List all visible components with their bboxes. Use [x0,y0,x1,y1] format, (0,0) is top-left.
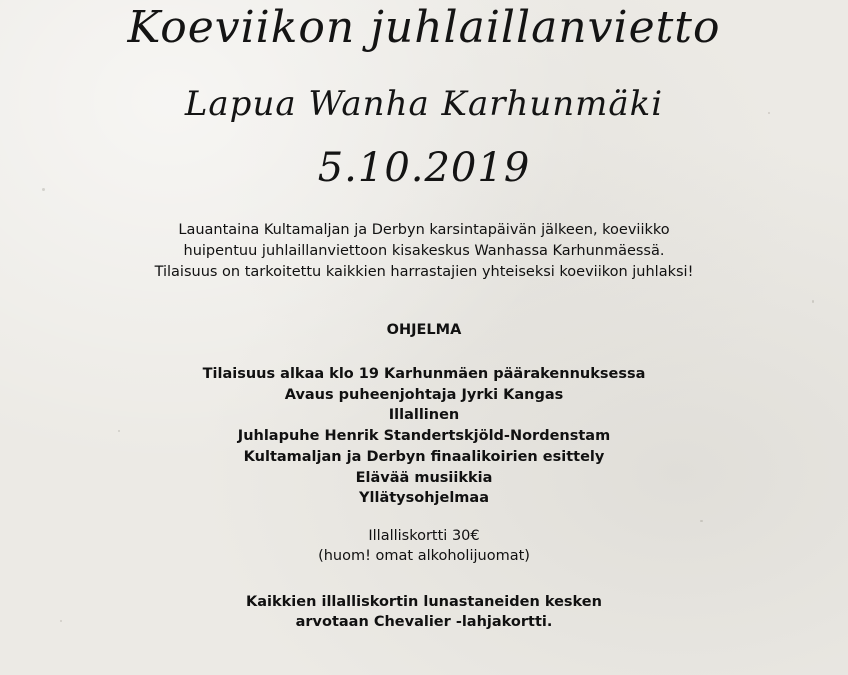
lottery-line: Kaikkien illalliskortin lunastaneiden kesken [246,594,602,610]
ticket-price: Illalliskortti 30€ [368,528,480,544]
paper-speck [812,300,814,303]
intro-paragraph [0,220,848,283]
paper-speck [700,520,703,522]
paper-speck [768,112,770,114]
program-item: Tilaisuus alkaa klo 19 Karhunmäen päärakennuksessa [202,366,646,382]
intro-line: Tilaisuus on tarkoitettu kaikkien harrastajien yhteiseksi koeviikon juhlaksi! [154,264,694,280]
price-info [0,526,848,566]
program-item: Avaus puheenjohtaja Jyrki Kangas [284,386,564,403]
program-item: Illallinen [388,407,460,424]
event-date: 5.10.2019 [317,145,531,191]
program-list [0,364,848,509]
paper-speck [42,188,45,191]
intro-line: huipentuu juhlaillanviettoon kisakeskus Wanhassa Karhunmäessä. [183,243,665,259]
event-venue: Lapua Wanha Karhunmäki [184,84,664,124]
intro-line: Lauantaina Kultamaljan ja Derbyn karsintapäivän jälkeen, koeviikko [178,222,670,238]
lottery-info [0,592,848,632]
program-item: Juhlapuhe Henrik Standertskjöld-Nordenstam [237,428,611,445]
price-note: (huom! omat alkoholijuomat) [318,548,530,564]
program-item: Elävää musiikkia [355,469,493,486]
program-item: Yllätysohjelmaa [359,490,489,507]
paper-speck [118,430,120,432]
lottery-line: arvotaan Chevalier -lahjakortti. [295,614,553,630]
paper-speck [60,620,62,622]
program-heading: OHJELMA [386,322,462,338]
event-title: Koeviikon juhlaillanvietto [127,2,721,53]
program-item: Kultamaljan ja Derbyn finaalikoirien esittely [243,448,605,465]
